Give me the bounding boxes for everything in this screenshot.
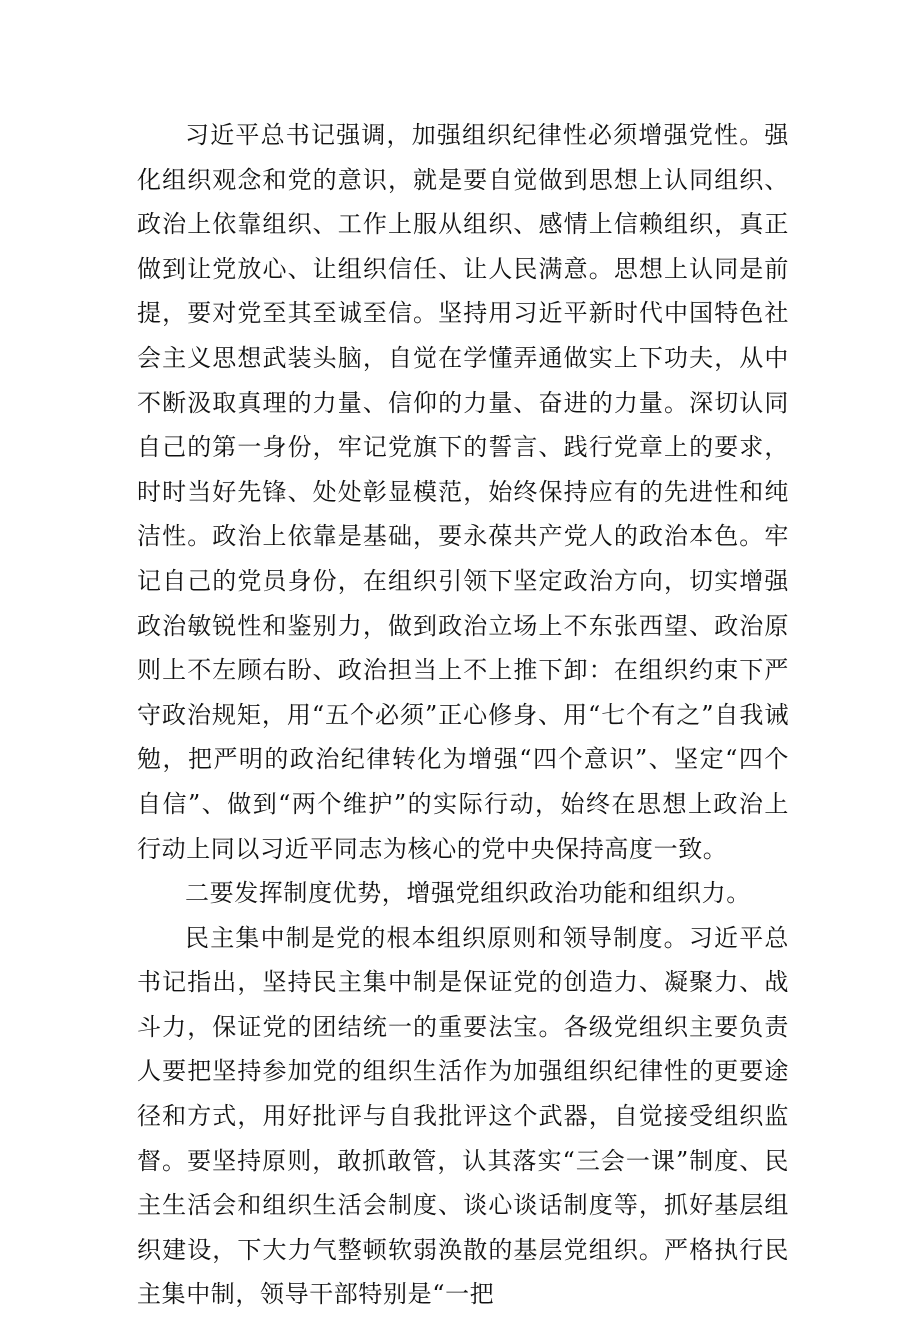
document-body	[137, 113, 789, 1317]
paragraph-2: 民主集中制是党的根本组织原则和领导制度。习近平总书记指出，坚持民主集中制是保证党的创造力、凝聚力、战斗力，保证党的团结统一的重要法宝。各级党组织主要负责人要把坚持参加党的组织生活作为加强组织纪律性的更要途径和方式，用好批评与自我批评这个武器，自觉接受组织监督。要坚持原则，敢抓敢管，认其落实“三会一课”制度、民主生活会和组织生活会制度、谈心谈话制度等，抓好基层组织建设，下大力气整顿软弱涣散的基层党组织。严格执行民主集中制，领导干部特别是“一把	[137, 923, 789, 1309]
section-heading: 二要发挥制度优势，增强党组织政治功能和组织力。	[185, 879, 751, 908]
paragraph-1: 习近平总书记强调，加强组织纪律性必须增强党性。强化组织观念和党的意识，就是要自觉做到思想上认同组织、政治上依靠组织、工作上服从组织、感情上信赖组织，真正做到让党放心、让组织信任、让人民满意。思想上认同是前提，要对党至其至诚至信。坚持用习近平新时代中国特色社会主义思想武装头脑，自觉在学懂弄通做实上下功夫，从中不断汲取真理的力量、信仰的力量、奋进的力量。深切认同自己的第一身份，牢记党旗下的誓言、践行党章上的要求，时时当好先锋、处处彰显模范，始终保持应有的先进性和纯洁性。政治上依靠是基础，要永葆共产党人的政治本色。牢记自己的党员身份，在组织引领下坚定政治方向，切实增强政治敏锐性和鉴别力，做到政治立场上不东张西望、政治原则上不左顾右盼、政治担当上不上推下卸：在组织约束下严守政治规矩，用“五个必须”正心修身、用“七个有之”自我诫勉，把严明的政治纪律转化为增强“四个意识”、坚定“四个自信”、做到“两个维护”的实际行动，始终在思想上政治上行动上同以习近平同志为核心的党中央保持高度一致。	[137, 121, 789, 863]
